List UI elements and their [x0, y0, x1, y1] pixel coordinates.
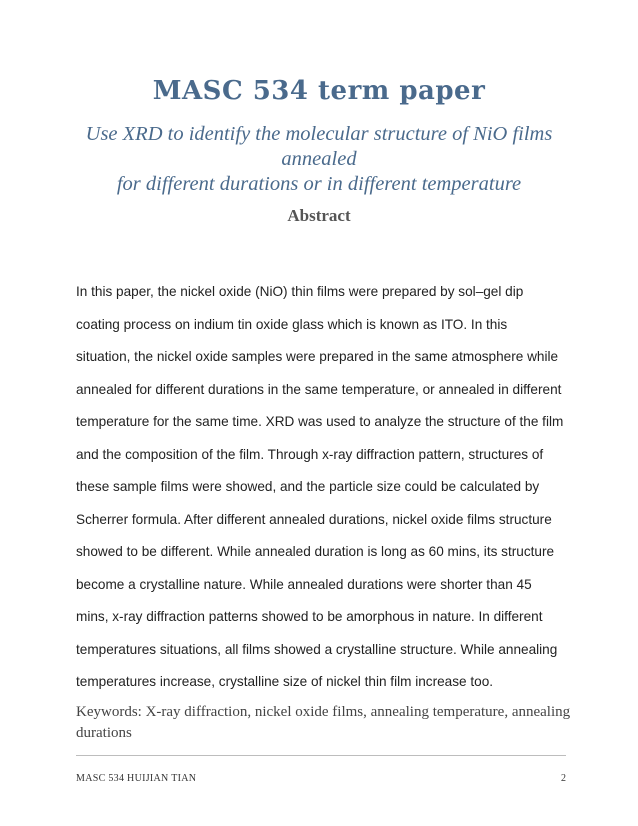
footer-divider — [76, 755, 566, 756]
paper-title: MASC 534 term paper — [152, 76, 486, 106]
abstract-line: these sample films were showed, and the particle size could be calculated by — [76, 479, 540, 494]
paper-subtitle — [70, 122, 568, 197]
abstract-heading: Abstract — [287, 206, 351, 225]
abstract-body — [76, 276, 576, 699]
abstract-line: coating process on indium tin oxide glass which is known as ITO. In this — [76, 316, 508, 332]
keywords: Keywords: X-ray diffraction, nickel oxide films, annealing temperature, annealing durations — [76, 704, 571, 741]
abstract-line: situation, the nickel oxide samples were prepared in the same atmosphere while — [76, 349, 559, 364]
abstract-line: temperature for the same time. XRD was used to analyze the structure of the film — [76, 414, 564, 429]
footer-author: MASC 534 HUIJIAN TIAN — [76, 773, 197, 784]
subtitle-line: Use XRD to identify the molecular structure of NiO films annealed — [85, 123, 553, 170]
abstract-line: In this paper, the nickel oxide (NiO) thin films were prepared by sol–gel dip — [76, 284, 524, 299]
abstract-line: annealed for different durations in the same temperature, or annealed in different — [76, 381, 562, 397]
page-number: 2 — [561, 773, 566, 784]
abstract-line: showed to be different. While annealed duration is long as 60 mins, its structure — [76, 544, 555, 559]
subtitle-line: for different durations or in different temperature — [116, 173, 522, 195]
abstract-line: mins, x-ray diffraction patterns showed to be amorphous in nature. In different — [76, 609, 543, 624]
abstract-line: Scherrer formula. After different annealed durations, nickel oxide films structure — [76, 511, 552, 527]
abstract-line: and the composition of the film. Through x-ray diffraction pattern, structures of — [76, 446, 544, 462]
abstract-line: become a crystalline nature. While annealed durations were shorter than 45 — [76, 576, 532, 592]
abstract-line: temperatures increase, crystalline size of nickel thin film increase too. — [76, 674, 494, 689]
abstract-line: temperatures situations, all films showed a crystalline structure. While annealing — [76, 641, 558, 657]
